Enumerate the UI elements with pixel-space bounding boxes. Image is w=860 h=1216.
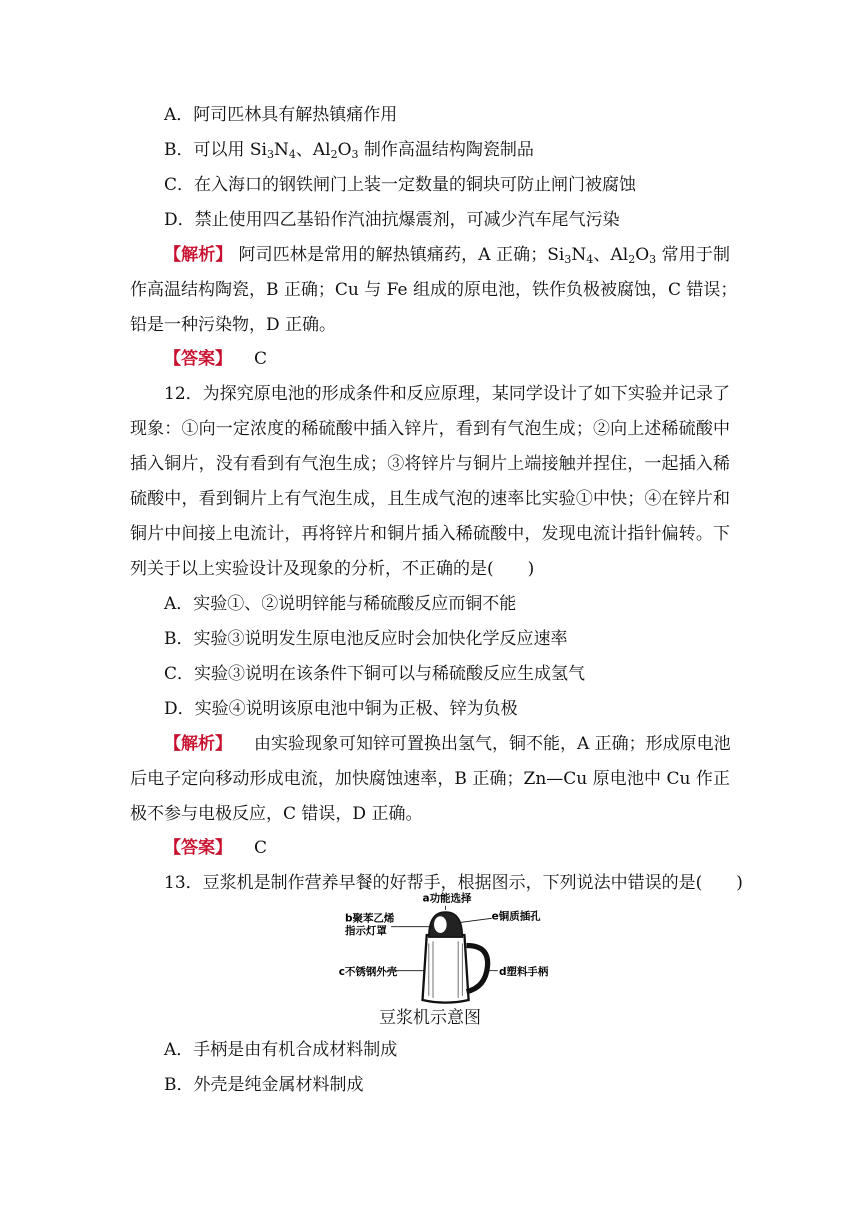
answer-tag: 【答案】 xyxy=(164,349,232,369)
label-d: d塑料手柄 xyxy=(499,965,549,978)
label-e: e铜质插孔 xyxy=(491,910,541,923)
q11-option-d: D．禁止使用四乙基铅作汽油抗爆震剂，可减少汽车尾气污染 xyxy=(164,210,620,230)
q12-analysis-line-2: 后电子定向移动形成电流，加快腐蚀速率，B 正确；Zn—Cu 原电池中 Cu 作正 xyxy=(130,769,730,789)
q13-stem: 13．豆浆机是制作营养早餐的好帮手，根据图示，下列说法中错误的是( ) xyxy=(164,873,743,893)
q12-stem-line-1: 12．为探究原电池的形成条件和反应原理，某同学设计了如下实验并记录了 xyxy=(164,384,730,404)
q12-stem-line-2: 现象：①向一定浓度的稀硫酸中插入锌片，看到有气泡生成；②向上述稀硫酸中 xyxy=(130,419,730,439)
q11-answer: 【答案】 C xyxy=(164,349,268,369)
q12-analysis-line-1: 【解析】 由实验现象可知锌可置换出氢气，铜不能，A 正确；形成原电池 xyxy=(164,734,731,754)
indicator-cover xyxy=(434,916,447,933)
label-b-line1: b聚苯乙烯 xyxy=(345,912,395,925)
label-c: c不锈钢外壳 xyxy=(338,965,398,978)
label-a: a功能选择 xyxy=(422,892,472,905)
q13-option-a: A．手柄是由有机合成材料制成 xyxy=(164,1040,398,1060)
q12-option-c: C．实验③说明在该条件下铜可以与稀硫酸反应生成氢气 xyxy=(164,664,586,684)
label-b-line2: 指示灯罩 xyxy=(345,925,387,937)
q11-option-b: B．可以用 $Si_3N_4$、$Al_2O_3$ 制作高温结构陶瓷制品 xyxy=(164,140,534,161)
q13-option-b: B．外壳是纯金属材料制成 xyxy=(164,1075,364,1095)
q12-analysis-line-3: 极不参与电极反应，C 错误，D 正确。 xyxy=(130,804,423,824)
q12-option-b: B．实验③说明发生原电池反应时会加快化学反应速率 xyxy=(164,629,568,649)
analysis-tag: 【解析】 xyxy=(164,734,232,754)
analysis-tag: 【解析】 xyxy=(164,245,233,265)
q12-stem-line-6: 列关于以上实验设计及现象的分析，不正确的是( ) xyxy=(130,559,535,579)
q12-answer: 【答案】 C xyxy=(164,838,268,858)
q11-analysis-line-1: 【解析】 阿司匹林是常用的解热镇痛药，A 正确；$Si_3N_4$、$Al_2O_3$ 常用于制 xyxy=(164,245,731,266)
q12-stem-line-5: 铜片中间接上电流计，再将锌片和铜片插入稀硫酸中，发现电流计指针偏转。下 xyxy=(130,524,730,544)
q12-option-d: D．实验④说明该原电池中铜为正极、锌为负极 xyxy=(164,699,518,719)
q11-option-c: C．在入海口的钢铁闸门上装一定数量的铜块可防止闸门被腐蚀 xyxy=(164,175,637,195)
soymilk-machine-figure xyxy=(338,892,565,1012)
q11-option-a: A．阿司匹林具有解热镇痛作用 xyxy=(164,105,398,125)
figure-caption: 豆浆机示意图 xyxy=(379,1008,481,1028)
machine-handle xyxy=(467,946,488,992)
q12-stem-line-3: 插入铜片，没有看到有气泡生成；③将锌片与铜片上端接触并捏住，一起插入稀 xyxy=(130,454,730,474)
q12-option-a: A．实验①、②说明锌能与稀硫酸反应而铜不能 xyxy=(164,594,517,614)
q11-analysis-line-3: 铅是一种污染物，D 正确。 xyxy=(130,315,337,335)
q11-analysis-line-2: 作高温结构陶瓷，B 正确；Cu 与 Fe 组成的原电池，铁作负极被腐蚀，C 错误； xyxy=(130,280,738,300)
answer-tag: 【答案】 xyxy=(164,838,232,858)
q12-stem-line-4: 硫酸中，看到铜片上有气泡生成，且生成气泡的速率比实验①中快；④在锌片和 xyxy=(130,489,730,509)
machine-shell xyxy=(423,935,469,1003)
